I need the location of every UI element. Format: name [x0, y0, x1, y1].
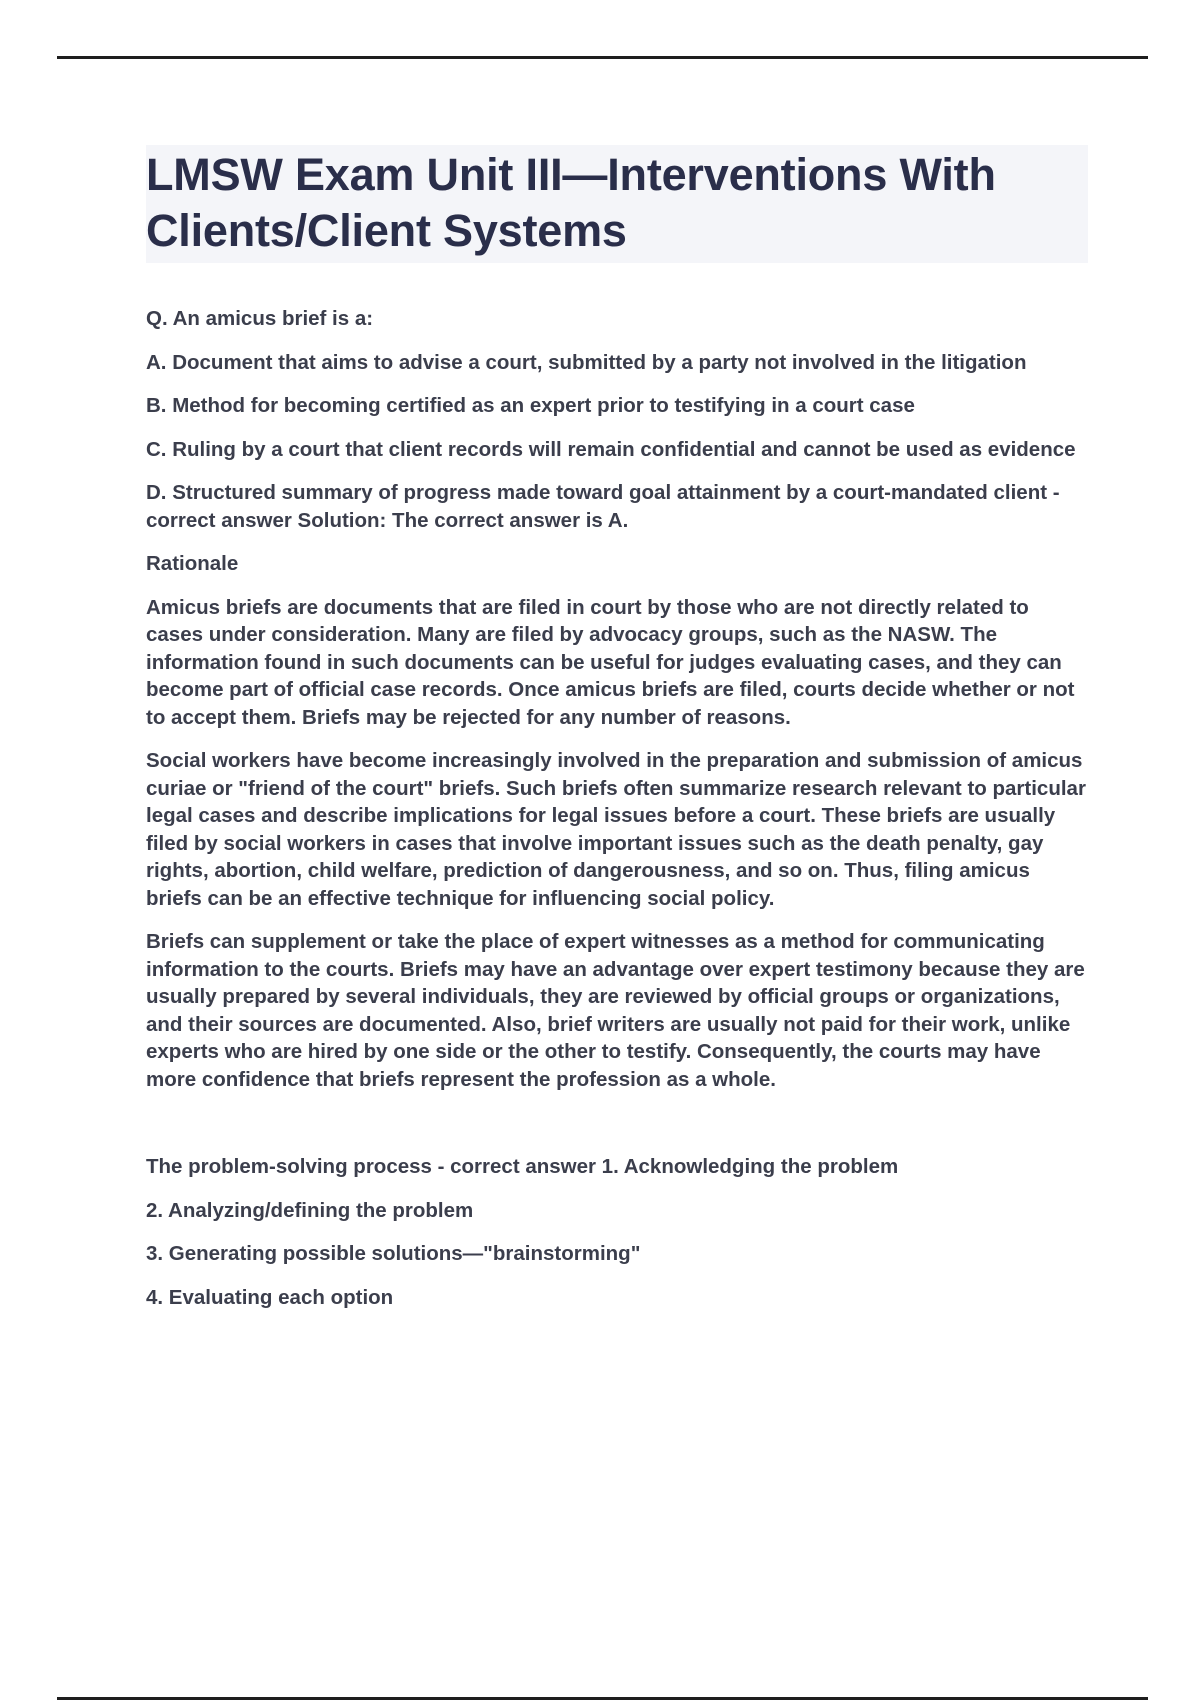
document-page [146, 145, 1090, 1327]
page-title: LMSW Exam Unit III—Interventions With Clients/Client Systems [146, 149, 996, 256]
rationale-paragraph-2: Social workers have become increasingly involved in the preparation and submission of amicus curiae or "friend of the court" briefs. Such briefs often summarize research relevant to particular legal cases and describe implications for legal issues before a court. These briefs are usually filed by social workers in cases that involve important issues such as the death penalty, gay rights, abortion, child welfare, prediction of dangerousness, and so on. Thus, filing amicus briefs can be an effective technique for influencing social policy. [146, 749, 1086, 910]
section-spacer [146, 1109, 1090, 1153]
answer-option-d: D. Structured summary of progress made toward goal attainment by a court-mandated client - correct answer Solution: The correct answer is A. [146, 481, 1060, 532]
answer-option-b: B. Method for becoming certified as an expert prior to testifying in a court case [146, 394, 915, 417]
problem-solving-line-2: 2. Analyzing/defining the problem [146, 1198, 474, 1222]
problem-solving-line-3: 3. Generating possible solutions—"brainstorming" [146, 1242, 641, 1265]
rationale-heading: Rationale [146, 552, 239, 575]
rationale-paragraph-3: Briefs can supplement or take the place of expert witnesses as a method for communicating information to the courts. Briefs may have an advantage over expert testimony because they are usually prepared by several individuals, they are reviewed by official groups or organizations, and their sources are documented. Also, brief writers are usually not paid for their work, unlike experts who are hired by one side or the other to testify. Consequently, the courts may have more confidence that briefs represent the profession as a whole. [146, 930, 1085, 1091]
answer-option-c: C. Ruling by a court that client records will remain confidential and cannot be used as evidence [146, 437, 1076, 461]
rationale-paragraph-1: Amicus briefs are documents that are filed in court by those who are not directly related to cases under consideration. Many are filed by advocacy groups, such as the NASW. The information found in such documents can be useful for judges evaluating cases, and they can become part of official case records. Once amicus briefs are filed, courts decide whether or not to accept them. Briefs may be rejected for any number of reasons. [146, 595, 1075, 729]
question-prompt: Q. An amicus brief is a: [146, 307, 374, 330]
title-block [146, 145, 1088, 263]
header-rule [57, 56, 1148, 59]
answer-option-a: A. Document that aims to advise a court, submitted by a party not involved in the litigation [146, 350, 1027, 374]
problem-solving-line-4: 4. Evaluating each option [146, 1285, 394, 1309]
problem-solving-line-1: The problem-solving process - correct answer 1. Acknowledging the problem [146, 1155, 899, 1178]
document-body [146, 305, 1090, 1311]
